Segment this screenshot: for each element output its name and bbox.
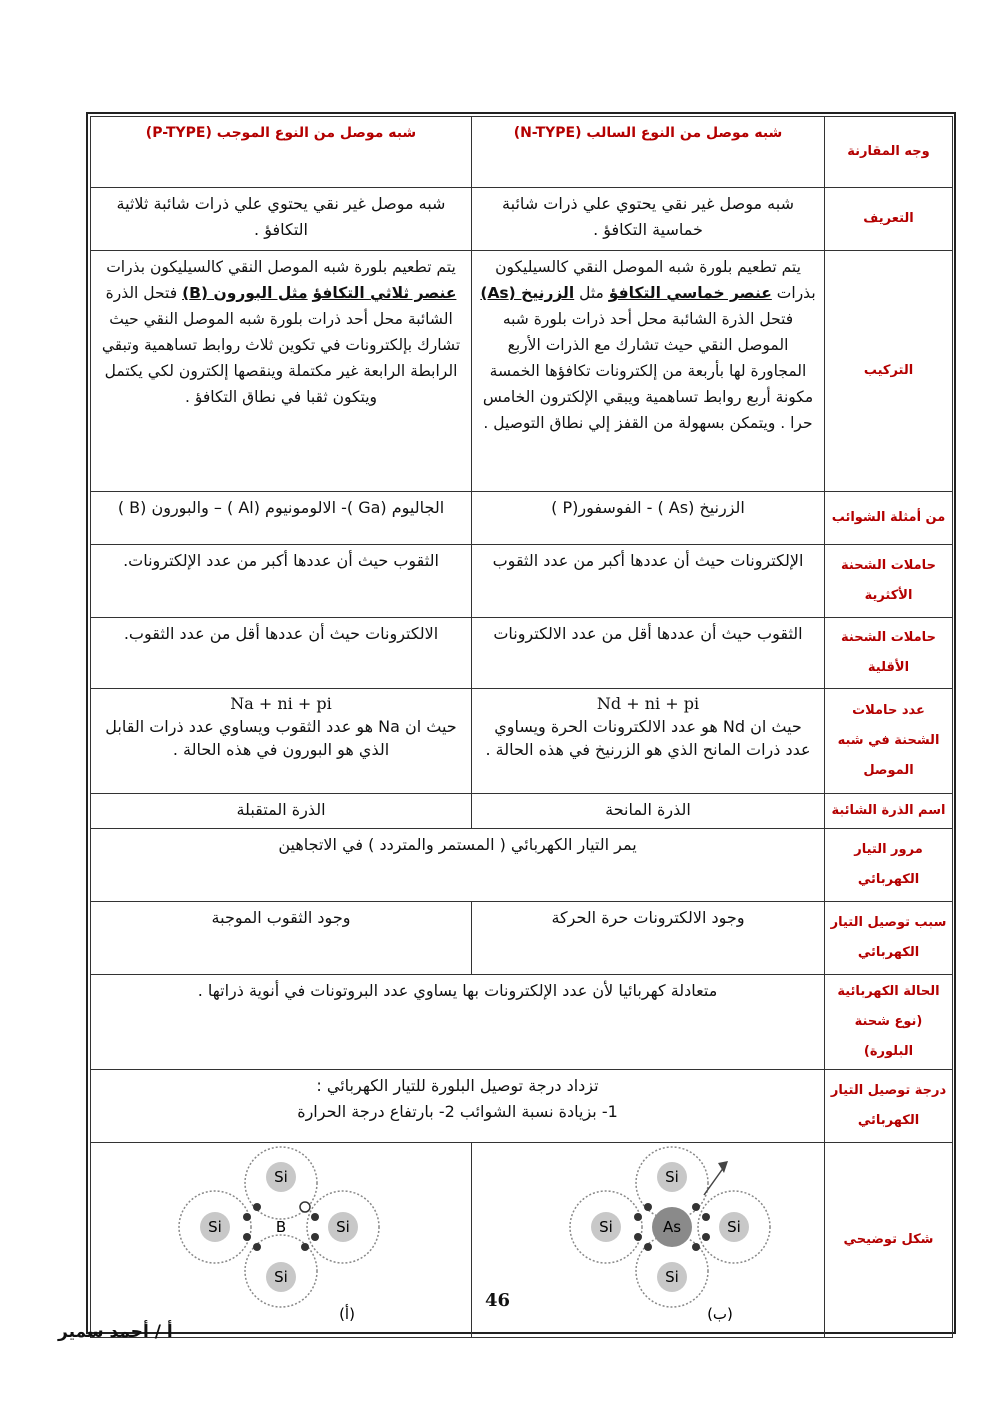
table-cell: الثقوب حيث أن عددها أكبر من عدد الإلكترونات. xyxy=(91,545,472,618)
table-row xyxy=(91,188,953,251)
table-cell: الذرة المتقبلة xyxy=(91,794,472,829)
table-cell xyxy=(472,251,825,492)
si-atom-label: Si xyxy=(665,1268,679,1286)
table-cell xyxy=(91,689,472,794)
row-label: مرور التيار الكهربائي xyxy=(825,829,953,902)
table-cell xyxy=(91,251,472,492)
p-equation: Na + ni + pi xyxy=(230,694,332,713)
b-atom-label: B xyxy=(275,1218,287,1236)
table-row xyxy=(91,794,953,829)
table-row xyxy=(91,618,953,689)
table-cell: الذرة المانحة xyxy=(472,794,825,829)
p-type-diagram-cell xyxy=(91,1143,472,1338)
table-row xyxy=(91,1143,953,1338)
row-label: التعريف xyxy=(825,188,953,251)
cell-text-emphasis: مثل البورون (B) xyxy=(182,284,308,302)
table-row xyxy=(91,251,953,492)
page-number: 46 xyxy=(485,1290,511,1311)
row-label: من أمثلة الشوائب xyxy=(825,492,953,545)
table-row xyxy=(91,1070,953,1143)
row-label: اسم الذرة الشائبة xyxy=(825,794,953,829)
table-cell: يمر التيار الكهربائي ( المستمر والمتردد ) في الاتجاهين xyxy=(91,829,825,902)
cell-text: فتحل الذرة الشائبة محل أحد ذرات بلورة شبه الموصل النقي حيث تشارك بإلكترونات في تكوين ثلاث روابط تساهمية وتبقي الرابطة الرابعة غير مكتملة وينقصها إلكترون لكي يكتمل ويتكون ثقبا في نطاق التكافؤ . xyxy=(101,284,461,406)
author-name: أ / أحمد سمير xyxy=(58,1322,173,1342)
row-label: شكل توضيحي xyxy=(825,1143,953,1338)
si-atom-label: Si xyxy=(208,1218,222,1236)
table-row xyxy=(91,689,953,794)
n-type-lattice-diagram xyxy=(472,1143,824,1331)
n-type-header: شبه موصل من النوع السالب (N-TYPE) xyxy=(472,117,825,188)
aspect-header: وجه المقارنة xyxy=(825,117,953,188)
table-cell: الجاليوم (Ga )- الالومونيوم (Al ) – والبورون (B ) xyxy=(91,492,472,545)
si-atom-label: Si xyxy=(274,1168,288,1186)
si-atom-label: Si xyxy=(599,1218,613,1236)
p-type-header: شبه موصل من النوع الموجب (P-TYPE) xyxy=(91,117,472,188)
table-cell: شبه موصل غير نقي يحتوي علي ذرات شائبة ثلاثية التكافؤ . xyxy=(91,188,472,251)
table-cell: الزرنيخ (As ) - الفوسفور(P ) xyxy=(472,492,825,545)
table-row xyxy=(91,117,953,188)
cell-text: حيث ان Nd هو عدد الالكترونات الحرة ويساوي عدد ذرات المانح الذي هو الزرنيخ في هذه الحالة . xyxy=(485,717,811,759)
table-cell: وجود الثقوب الموجبة xyxy=(91,902,472,975)
table-row xyxy=(91,492,953,545)
si-atom-label: Si xyxy=(665,1168,679,1186)
n-equation: Nd + ni + pi xyxy=(596,694,700,713)
diagram-caption: (أ) xyxy=(339,1305,355,1323)
row-label: الحالة الكهربائية (نوع شحنة البلورة) xyxy=(825,975,953,1070)
si-atom-label: Si xyxy=(336,1218,350,1236)
table-row xyxy=(91,545,953,618)
table-cell: متعادلة كهربائيا لأن عدد الإلكترونات بها يساوي عدد البروتونات في أنوية ذراتها . xyxy=(91,975,825,1070)
table-cell: الثقوب حيث أن عددها أقل من عدد الالكترونات xyxy=(472,618,825,689)
table-cell xyxy=(91,1070,825,1143)
table-row xyxy=(91,829,953,902)
cell-text: مثل xyxy=(579,284,604,302)
table-row xyxy=(91,975,953,1070)
cell-text: حيث ان Na هو عدد الثقوب ويساوي عدد ذرات القابل الذي هو البورون في هذه الحالة . xyxy=(105,717,457,759)
cell-text: يتم تطعيم بلورة شبه الموصل النقي كالسيليكون بذرات xyxy=(495,258,816,302)
table-cell: شبه موصل غير نقي يحتوي علي ذرات شائبة خماسية التكافؤ . xyxy=(472,188,825,251)
cell-text: 1- بزيادة نسبة الشوائب 2- بارتفاع درجة الحرارة xyxy=(297,1102,618,1121)
si-atom-label: Si xyxy=(727,1218,741,1236)
row-label: حاملات الشحنة الأكثرية xyxy=(825,545,953,618)
comparison-table xyxy=(90,116,953,1338)
row-label: سبب توصيل التيار الكهربائي xyxy=(825,902,953,975)
si-atom-label: Si xyxy=(274,1268,288,1286)
row-label: حاملات الشحنة الأقلية xyxy=(825,618,953,689)
cell-text-emphasis: عنصر خماسي التكافؤ xyxy=(608,284,772,302)
cell-text: تزداد درجة توصيل البلورة للتيار الكهربائي : xyxy=(316,1076,599,1095)
cell-text-emphasis: الزرنيخ (As) xyxy=(480,284,575,302)
table-cell: الإلكترونات حيث أن عددها أكبر من عدد الثقوب xyxy=(472,545,825,618)
row-label: درجة توصيل التيار الكهربائي xyxy=(825,1070,953,1143)
cell-text-emphasis: عنصر ثلاثي التكافؤ xyxy=(312,284,457,302)
p-type-lattice-diagram xyxy=(91,1143,471,1331)
row-label: التركيب xyxy=(825,251,953,492)
n-type-diagram-cell xyxy=(472,1143,825,1338)
row-label: عدد حاملات الشحنة في شبه الموصل xyxy=(825,689,953,794)
diagram-caption: (ب) xyxy=(707,1305,733,1323)
cell-text: يتم تطعيم بلورة شبه الموصل النقي كالسيليكون بذرات xyxy=(106,258,456,276)
as-atom-label: As xyxy=(662,1218,682,1236)
table-cell: الالكترونات حيث أن عددها أقل من عدد الثقوب. xyxy=(91,618,472,689)
table-cell: وجود الالكترونات حرة الحركة xyxy=(472,902,825,975)
table-cell xyxy=(472,689,825,794)
table-row xyxy=(91,902,953,975)
cell-text: فتحل الذرة الشائبة محل أحد ذرات بلورة شبه الموصل النقي حيث تشارك مع الذرات الأربع المجاورة لها بأربعة من إلكترونات تكافؤها الخمسة مكونة أربع روابط تساهمية ويبقي الإلكترون الخامس حرا . ويتمكن بسهولة من القفز إلي نطاق التوصيل . xyxy=(482,310,814,432)
